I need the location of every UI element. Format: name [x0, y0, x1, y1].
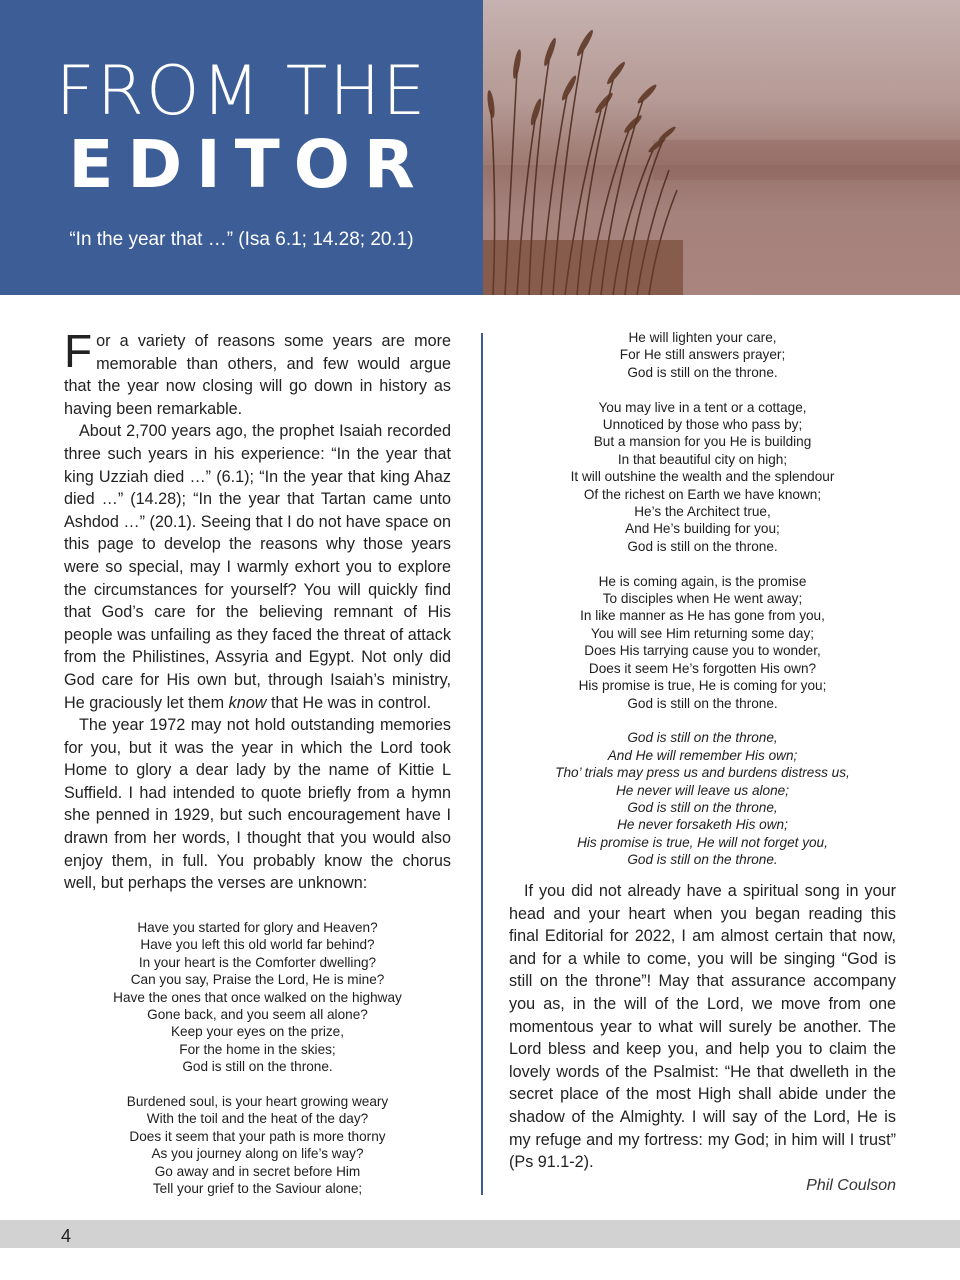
- title-line-2: EDITOR: [68, 126, 429, 203]
- hymn-line: And He’s building for you;: [625, 521, 780, 537]
- hymn-line: Does it seem that your path is more thorny: [129, 1128, 386, 1144]
- hymn-line: With the toil and the heat of the day?: [146, 1111, 369, 1127]
- chorus-line: He never forsaketh His own;: [617, 817, 788, 833]
- hymn-line: Does it seem He’s forgotten His own?: [588, 660, 817, 676]
- chorus-line: Tho’ trials may press us and burdens distress us,: [555, 765, 850, 781]
- hymn-line: Have you left this old world far behind?: [140, 937, 375, 953]
- hymn-line: Keep your eyes on the prize,: [170, 1024, 345, 1040]
- hymn-line: God is still on the throne.: [627, 538, 778, 554]
- hymn-left-column: [64, 919, 451, 1197]
- hymn-line: Burdened soul, is your heart growing weary: [126, 1094, 389, 1110]
- page-number: 4: [61, 1226, 72, 1246]
- footer-bar: [0, 1220, 960, 1248]
- hymn-line: You will see Him returning some day;: [590, 625, 815, 641]
- hymn-line: To disciples when He went away;: [602, 591, 803, 607]
- hymn-line: Unnoticed by those who pass by;: [602, 417, 803, 433]
- chorus-line: God is still on the throne.: [627, 852, 778, 868]
- paragraph-2-text: About 2,700 years ago, the prophet Isaiah recorded three such years in his experience: “In the year that king Uzziah died …” (6.1); “In the year that king Ahaz died …” (14.28); “In the year that Tartan came unto Ashdod …” (20.1). Seeing that I do not have space on this page to develop the reasons why those years were so special, may I warmly exhort you to explore the circumstances for yourself? You will quickly find that God’s care for the believing remnant of His people was unfailing as they faced the threat of attack from the Philistines, Assyria and Egypt. Not only did God care for His own but, through Isaiah’s ministry, He graciously let them: [64, 422, 451, 712]
- hymn-line: In your heart is the Comforter dwelling?: [138, 954, 377, 970]
- hymn-line: Have you started for glory and Heaven?: [137, 920, 378, 935]
- author-signature: Phil Coulson: [806, 1177, 896, 1194]
- hymn-line: You may live in a tent or a cottage,: [598, 399, 807, 415]
- hymn-chorus: [509, 729, 896, 868]
- hymn-line: Tell your grief to the Saviour alone;: [152, 1181, 363, 1197]
- hymn-line: His promise is true, He is coming for you;: [578, 678, 827, 694]
- hymn-verse-3: [509, 399, 896, 556]
- hymn-verse-1: [64, 919, 451, 1076]
- paragraph-2-end: that He was in control.: [270, 693, 432, 712]
- chorus-line: His promise is true, He will not forget you,: [577, 834, 828, 850]
- paragraph-1-text: or a variety of reasons some years are more memorable than others, and few would argue that the year now closing will go down in history as having been remarkable.: [64, 332, 451, 418]
- hymn-line: Does His tarrying cause you to wonder,: [584, 643, 821, 659]
- header-panel: [0, 0, 483, 295]
- reeds-photo: [483, 0, 960, 295]
- chorus-line: And He will remember His own;: [607, 747, 798, 763]
- hymn-line: God is still on the throne.: [182, 1059, 333, 1075]
- hymn-line: In like manner as He has gone from you,: [580, 608, 825, 624]
- hymn-line: Have the ones that once walked on the highway: [113, 989, 402, 1005]
- chorus-line: God is still on the throne,: [627, 799, 778, 815]
- hymn-line: As you journey along on life’s way?: [151, 1146, 364, 1162]
- hymn-line: He is coming again, is the promise: [598, 573, 807, 589]
- subtitle-scripture-reference: “In the year that …” (Isa 6.1; 14.28; 20.1): [69, 229, 414, 250]
- reeds-illustration: [483, 0, 960, 295]
- hymn-line: In that beautiful city on high;: [617, 451, 788, 467]
- drop-cap: F: [64, 325, 93, 377]
- hymn-line: But a mansion for you He is building: [593, 434, 812, 450]
- hymn-line: He will lighten your care,: [628, 330, 777, 345]
- paragraph-3: The year 1972 may not hold outstanding memories for you, but it was the year in which the Lord took Home to glory a dear lady by the name of Kittie L Suffield. I had intended to quote briefly from a hymn she penned in 1929, but such encouragement have I drawn from her words, I thought that you would also enjoy them, in full. You probably know the chorus well, but perhaps the verses are unknown:: [64, 716, 451, 893]
- hymn-right-column: [509, 329, 896, 869]
- article-column-right: [509, 880, 896, 1174]
- hymn-line: Gone back, and you seem all alone?: [147, 1007, 368, 1023]
- title-line-1: FROM THE: [55, 52, 428, 131]
- hymn-verse-2-part-1: [64, 1093, 451, 1197]
- hymn-verse-2-part-2: [509, 329, 896, 381]
- article-column-left: [64, 325, 451, 895]
- emphasis-know: know: [228, 693, 267, 712]
- chorus-line: God is still on the throne,: [627, 730, 778, 746]
- hymn-line: For He still answers prayer;: [619, 347, 786, 363]
- paragraph-2: [64, 420, 451, 714]
- column-divider: [481, 333, 483, 1195]
- hymn-line: God is still on the throne.: [627, 364, 778, 380]
- paragraph-4: If you did not already have a spiritual song in your head and your heart when you began reading this final Editorial for 2022, I am almost certain that now, and for a while to come, you will be singing “God is still on the throne”! May that assurance accompany you as, in the will of the Lord, we move from one momentous year to what will surely be another. The Lord bless and keep you, and help you to claim the lovely words of the Psalmist: “He that dwelleth in the secret place of the most High shall abide under the shadow of the Almighty. I will say of the Lord, He is my refuge and my fortress: my God; in him will I trust” (Ps 91.1-2).: [509, 882, 896, 1172]
- hymn-line: It will outshine the wealth and the splendour: [570, 469, 835, 485]
- hymn-line: Can you say, Praise the Lord, He is mine?: [130, 972, 385, 988]
- hymn-line: He’s the Architect true,: [634, 504, 771, 520]
- paragraph-1: [64, 325, 451, 420]
- hymn-line: Go away and in secret before Him: [154, 1163, 361, 1179]
- hymn-line: For the home in the skies;: [179, 1041, 336, 1057]
- hymn-line: God is still on the throne.: [627, 695, 778, 711]
- hymn-verse-4: [509, 573, 896, 712]
- hymn-line: Of the richest on Earth we have known;: [583, 486, 822, 502]
- chorus-line: He never will leave us alone;: [615, 782, 790, 798]
